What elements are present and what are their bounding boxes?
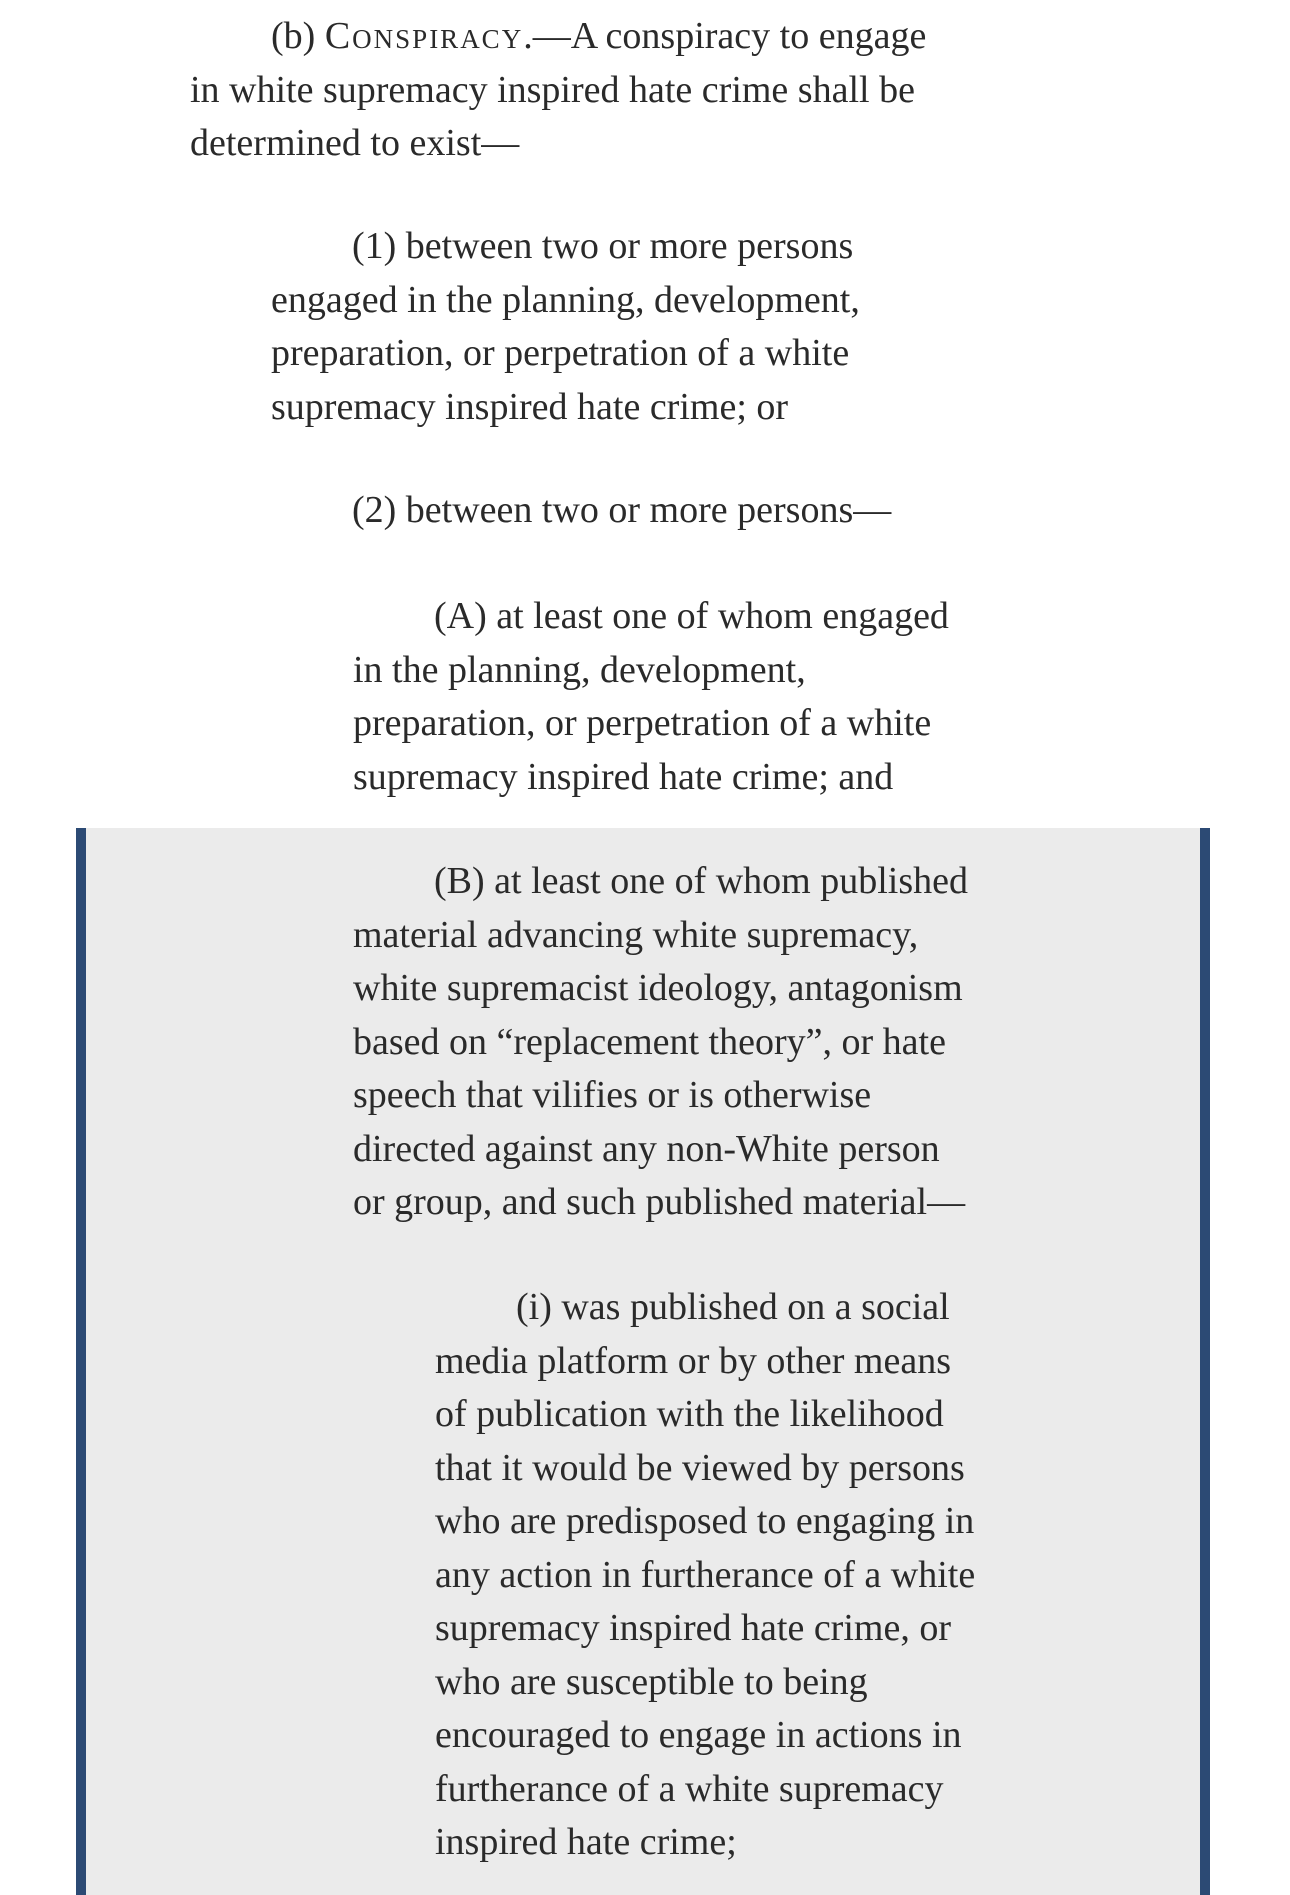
clause-i-line-7: supremacy inspired hate crime, or: [435, 1607, 951, 1649]
clause-i-line-1: (i) was published on a social: [516, 1286, 950, 1328]
paragraph-2-line-1: (2) between two or more persons—: [352, 489, 892, 531]
section-b-heading: Conspiracy: [324, 15, 524, 57]
subparagraph-a-line-4: supremacy inspired hate crime; and: [353, 755, 894, 798]
section-b-line-1: [190, 10, 926, 64]
clause-i-line-9: encouraged to engage in actions in: [435, 1714, 962, 1756]
subparagraph-b-line-1: (B) at least one of whom published: [434, 860, 969, 902]
subparagraph-b: [353, 855, 968, 1230]
clause-i: [435, 1281, 975, 1870]
subparagraph-b-line-6: directed against any non-White person: [353, 1127, 940, 1170]
paragraph-1-line-1: (1) between two or more persons: [352, 225, 854, 267]
subparagraph-b-line-4: based on “replacement theory”, or hate: [353, 1020, 946, 1063]
clause-i-line-2: media platform or by other means: [435, 1339, 952, 1382]
paragraph-1-line-2: engaged in the planning, development,: [271, 278, 860, 321]
section-b-heading-punct: .—: [523, 15, 571, 57]
clause-i-line-11: inspired hate crime;: [435, 1821, 737, 1863]
subparagraph-a: [353, 590, 949, 804]
paragraph-2: [271, 484, 891, 538]
clause-i-line-8: who are susceptible to being: [435, 1660, 868, 1703]
paragraph-1: [271, 220, 860, 434]
subparagraph-b-line-3: white supremacist ideology, antagonism: [353, 967, 963, 1009]
section-b-line-3: determined to exist—: [190, 122, 520, 164]
clause-i-line-4: that it would be viewed by persons: [435, 1446, 965, 1489]
subparagraph-b-line-2: material advancing white supremacy,: [353, 913, 919, 956]
section-b-line-1-text: A conspiracy to engage: [570, 15, 927, 57]
section-b-line-2: in white supremacy inspired hate crime shall be: [190, 68, 915, 111]
subparagraph-a-line-3: preparation, or perpetration of a white: [353, 702, 932, 744]
subparagraph-b-line-7: or group, and such published material—: [353, 1181, 966, 1223]
paragraph-1-line-3: preparation, or perpetration of a white: [271, 332, 850, 374]
subparagraph-b-line-5: speech that vilifies or is otherwise: [353, 1074, 872, 1116]
clause-i-line-3: of publication with the likelihood: [435, 1393, 944, 1435]
subparagraph-a-line-1: (A) at least one of whom engaged: [434, 595, 949, 637]
clause-i-line-5: who are predisposed to engaging in: [435, 1500, 975, 1542]
section-b-designation: (b): [271, 15, 325, 57]
subparagraph-a-line-2: in the planning, development,: [353, 648, 806, 691]
clause-i-line-10: furtherance of a white supremacy: [435, 1767, 944, 1810]
paragraph-1-line-4: supremacy inspired hate crime; or: [271, 385, 789, 428]
clause-i-line-6: any action in furtherance of a white: [435, 1553, 976, 1596]
section-b-conspiracy: [190, 10, 926, 171]
